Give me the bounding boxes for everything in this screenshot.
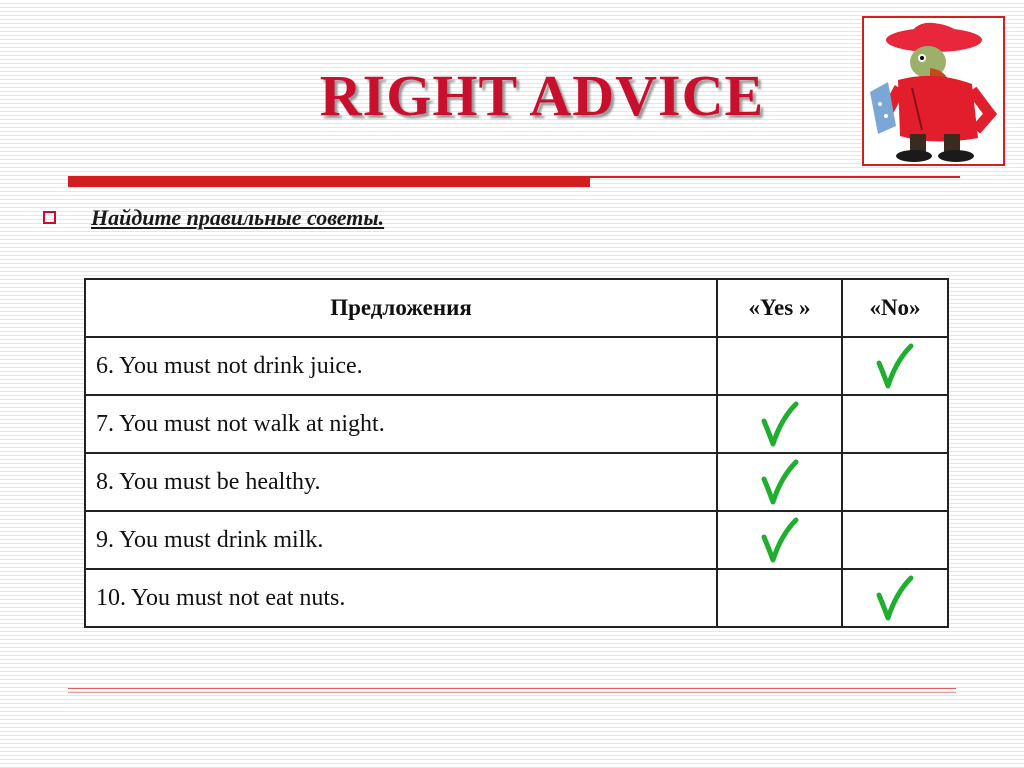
no-cell[interactable] (842, 453, 948, 511)
no-cell[interactable] (842, 337, 948, 395)
sentence-cell: 10. You must not eat nuts. (85, 569, 717, 627)
cartoon-character-illustration (862, 16, 1005, 166)
sentence-cell: 9. You must drink milk. (85, 511, 717, 569)
table-row (85, 569, 948, 627)
title-underline-thin (590, 176, 960, 178)
footer-rule (68, 688, 956, 689)
instruction-text: Найдите правильные советы. (91, 205, 385, 230)
yes-cell[interactable] (717, 453, 842, 511)
header-sentences: Предложения (85, 279, 717, 337)
advice-table (84, 278, 949, 628)
header-yes: «Yes » (717, 279, 842, 337)
sentence-cell: 7. You must not walk at night. (85, 395, 717, 453)
square-bullet-icon (43, 211, 56, 224)
no-cell[interactable] (842, 511, 948, 569)
table-row (85, 511, 948, 569)
table-row (85, 337, 948, 395)
yes-cell[interactable] (717, 511, 842, 569)
no-cell[interactable] (842, 395, 948, 453)
table-row (85, 395, 948, 453)
green-checkmark-icon (759, 457, 801, 507)
table-row (85, 453, 948, 511)
green-checkmark-icon (759, 399, 801, 449)
yes-cell[interactable] (717, 569, 842, 627)
sentence-cell: 6. You must not drink juice. (85, 337, 717, 395)
footer-rule (68, 692, 956, 693)
header-no: «No» (842, 279, 948, 337)
green-checkmark-icon (874, 573, 916, 623)
page-title: RIGHT ADVICE (319, 63, 765, 128)
title-underline-thick (68, 176, 590, 187)
green-checkmark-icon (874, 341, 916, 391)
sentence-cell: 8. You must be healthy. (85, 453, 717, 511)
green-checkmark-icon (759, 515, 801, 565)
no-cell[interactable] (842, 569, 948, 627)
table-header-row (85, 279, 948, 337)
yes-cell[interactable] (717, 337, 842, 395)
yes-cell[interactable] (717, 395, 842, 453)
